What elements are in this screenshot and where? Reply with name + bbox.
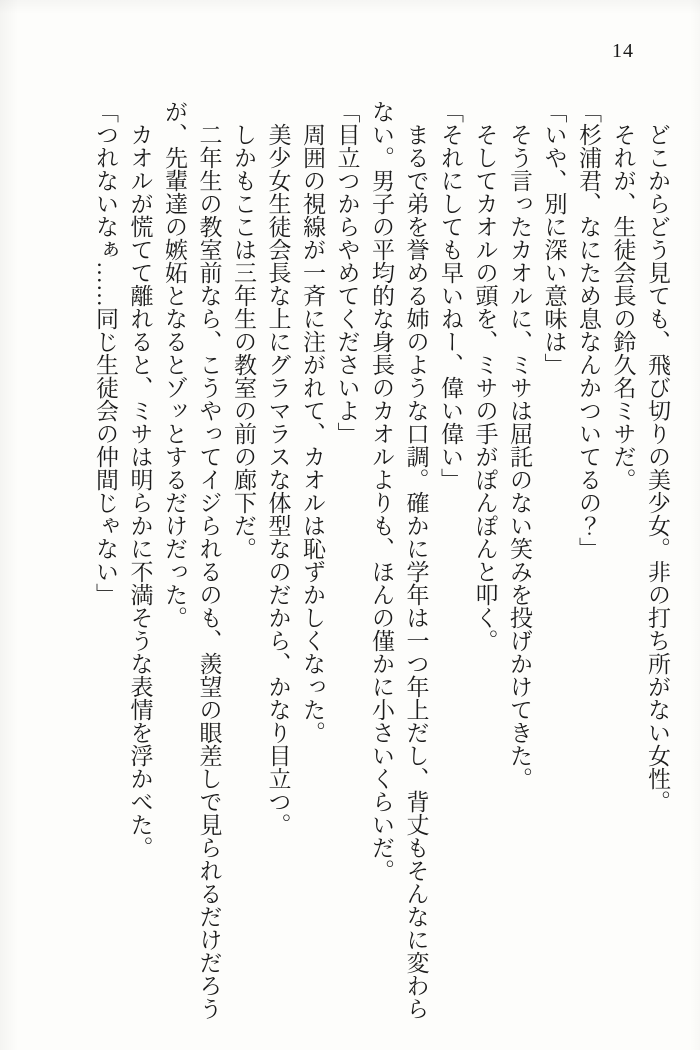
text-line: まるで弟を誉める姉のような口調。確かに学年は一つ年上だし、背丈もそんなに変わら xyxy=(403,123,429,1020)
text-line: カオルが慌てて離れると、ミサは明らかに不満そうな表情を浮かべた。 xyxy=(127,123,153,859)
text-line: 「杉浦君、なにため息なんかついてるの？」 xyxy=(576,100,601,560)
text-block xyxy=(88,100,675,1036)
page-number: 14 xyxy=(612,40,634,62)
text-line: どこからどう見ても、飛び切りの美少女。非の打ち所がない女性。 xyxy=(645,123,670,813)
text-line: 美少女生徒会長な上にグラマラスな体型なのだから、かなり目立つ。 xyxy=(265,123,291,836)
text-line: 周囲の視線が一斉に注がれて、カオルは恥ずかしくなった。 xyxy=(300,123,325,744)
text-line: それが、生徒会長の鈴久名ミサだ。 xyxy=(610,123,636,491)
text-line: が、先輩達の嫉妬となるとゾッとするだけだった。 xyxy=(162,100,187,629)
text-line: そしてカオルの頭を、ミサの手がぽんぽんと叩く。 xyxy=(472,123,498,652)
text-line: 「目立つからやめてくださいよ」 xyxy=(334,100,360,445)
text-line: 「つれないなぁ……同じ生徒会の仲間じゃない」 xyxy=(93,100,118,606)
text-line: 二年生の教室前なら、こうやってイジられるのも、羨望の眼差しで見られるだけだろう xyxy=(196,123,222,1020)
text-line: 「いや、別に深い意味は」 xyxy=(541,100,567,376)
text-line: しかもここは三年生の教室の前の廊下だ。 xyxy=(231,123,256,560)
text-line: ない。男子の平均的な身長のカオルよりも、ほんの僅かに小さいくらいだ。 xyxy=(369,100,394,882)
text-line: そう言ったカオルに、ミサは屈託のない笑みを投げかけてきた。 xyxy=(507,123,532,790)
text-line: 「それにしても早いねー、偉い偉い」 xyxy=(438,100,463,491)
